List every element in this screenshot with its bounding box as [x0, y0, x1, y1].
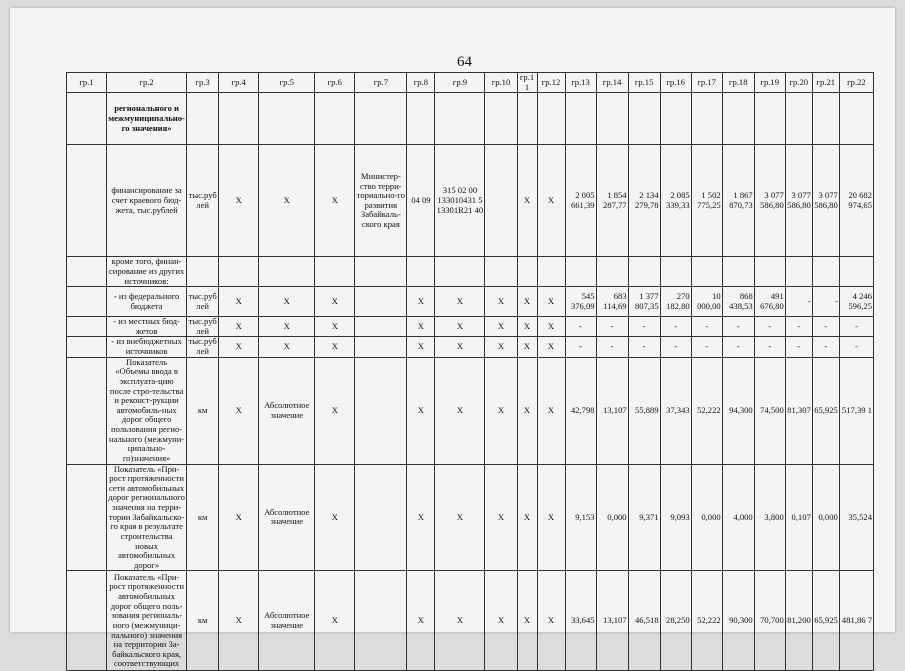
table-cell: тыс.руб лей — [187, 145, 219, 257]
table-cell: Абсолютное значение — [259, 357, 315, 464]
column-header: гр.8 — [407, 73, 435, 93]
table-cell: 55,889 — [628, 357, 660, 464]
table-cell: 1 377 807,35 — [628, 287, 660, 317]
table-cell: - — [691, 317, 722, 337]
table-row — [67, 464, 874, 571]
table-cell: 3 077 586,80 — [812, 145, 839, 257]
table-cell: - — [785, 287, 812, 317]
table-cell: X — [435, 337, 485, 357]
column-header: гр.16 — [660, 73, 691, 93]
table-cell: 9,153 — [565, 464, 596, 571]
column-header: гр.6 — [315, 73, 355, 93]
table-row — [67, 287, 874, 317]
table-cell: X — [315, 571, 355, 671]
table-cell: 70,700 — [754, 571, 785, 671]
table-row — [67, 337, 874, 357]
table-cell: - — [628, 317, 660, 337]
table-cell — [839, 257, 873, 287]
table-cell: X — [485, 317, 517, 337]
table-cell — [355, 337, 407, 357]
table-cell: 81,307 — [785, 357, 812, 464]
table-cell: 74,500 — [754, 357, 785, 464]
table-cell: 270 182,80 — [660, 287, 691, 317]
column-header: гр.1 — [67, 73, 107, 93]
table-cell: 1 867 870,73 — [722, 145, 754, 257]
table-cell: X — [435, 464, 485, 571]
table-cell: тыс.руб лей — [187, 287, 219, 317]
table-cell: X — [537, 287, 565, 317]
table-cell — [596, 93, 628, 145]
table-cell — [187, 257, 219, 287]
table-cell: 4,000 — [722, 464, 754, 571]
table-cell: X — [485, 571, 517, 671]
table-cell: 33,645 — [565, 571, 596, 671]
table-cell — [187, 93, 219, 145]
table-cell: 20 682 974,65 — [839, 145, 873, 257]
table-cell: X — [485, 337, 517, 357]
document-page — [10, 8, 895, 669]
table-cell: км — [187, 464, 219, 571]
table-cell: 9,371 — [628, 464, 660, 571]
table-cell: - — [839, 337, 873, 357]
table-cell — [754, 93, 785, 145]
table-cell: X — [219, 337, 259, 357]
table-cell: 0,000 — [812, 464, 839, 571]
table-cell: 2 085 339,33 — [660, 145, 691, 257]
table-row — [67, 257, 874, 287]
table-cell — [315, 257, 355, 287]
table-cell: 4 246 596,25 — [839, 287, 873, 317]
table-cell: - из федерального бюджета — [107, 287, 187, 317]
table-cell: 683 114,69 — [596, 287, 628, 317]
table-cell: 0,000 — [691, 464, 722, 571]
table-cell: - — [785, 337, 812, 357]
table-cell: км — [187, 357, 219, 464]
program-table — [66, 72, 874, 671]
table-cell — [485, 93, 517, 145]
table-cell: X — [315, 145, 355, 257]
table-cell — [722, 93, 754, 145]
table-cell — [219, 93, 259, 145]
table-cell: Абсолютное значение — [259, 464, 315, 571]
table-cell: км — [187, 571, 219, 671]
table-cell: X — [485, 287, 517, 317]
table-cell — [565, 257, 596, 287]
table-cell: X — [407, 287, 435, 317]
table-cell: X — [315, 357, 355, 464]
table-cell: X — [407, 464, 435, 571]
table-cell — [722, 257, 754, 287]
table-cell — [67, 317, 107, 337]
table-cell: X — [315, 337, 355, 357]
table-cell: 35,524 — [839, 464, 873, 571]
table-cell: - из внебюджетных источников — [107, 337, 187, 357]
table-cell: - — [839, 317, 873, 337]
table-cell: - — [785, 317, 812, 337]
table-cell — [355, 93, 407, 145]
table-cell: X — [435, 287, 485, 317]
table-cell: 65,925 — [812, 357, 839, 464]
table-cell: X — [259, 145, 315, 257]
column-header: гр.7 — [355, 73, 407, 93]
table-cell — [355, 571, 407, 671]
table-cell: 545 376,09 — [565, 287, 596, 317]
table-cell — [660, 257, 691, 287]
table-cell: Министер-ство терри-ториально-го развития Забайкаль-ского края — [355, 145, 407, 257]
table-cell: - — [754, 337, 785, 357]
table-cell: 491 676,80 — [754, 287, 785, 317]
table-cell — [435, 257, 485, 287]
column-header: гр.15 — [628, 73, 660, 93]
table-row — [67, 317, 874, 337]
table-cell — [67, 337, 107, 357]
table-cell: X — [407, 317, 435, 337]
table-cell: - — [596, 337, 628, 357]
table-cell: 3 077 586,80 — [754, 145, 785, 257]
table-cell: 0,107 — [785, 464, 812, 571]
table-cell: 1 502 775,25 — [691, 145, 722, 257]
table-cell: 81,200 — [785, 571, 812, 671]
header-row — [67, 73, 874, 93]
table-cell: X — [315, 317, 355, 337]
column-header: гр.1 1 — [517, 73, 537, 93]
table-cell: X — [517, 337, 537, 357]
table-row — [67, 571, 874, 671]
table-row — [67, 93, 874, 145]
table-cell — [259, 93, 315, 145]
table-cell: 3,800 — [754, 464, 785, 571]
column-header: гр.5 — [259, 73, 315, 93]
table-cell — [219, 257, 259, 287]
table-cell: X — [435, 317, 485, 337]
table-cell: X — [407, 337, 435, 357]
table-cell: 52,222 — [691, 357, 722, 464]
table-cell: X — [537, 464, 565, 571]
column-header: гр.9 — [435, 73, 485, 93]
table-cell: - — [660, 337, 691, 357]
table-cell — [355, 464, 407, 571]
table-cell: 2 134 279,78 — [628, 145, 660, 257]
table-cell: X — [485, 464, 517, 571]
column-header: гр.2 — [107, 73, 187, 93]
table-cell: тыс.руб лей — [188, 336, 217, 356]
column-header: гр.18 — [722, 73, 754, 93]
table-cell: X — [219, 357, 259, 464]
table-cell: X — [315, 464, 355, 571]
column-header: гр.22 — [839, 73, 873, 93]
table-cell — [691, 257, 722, 287]
table-cell — [485, 257, 517, 287]
table-cell: X — [517, 287, 537, 317]
table-cell: 46,518 — [628, 571, 660, 671]
table-cell: 13,107 — [596, 357, 628, 464]
table-cell — [691, 93, 722, 145]
table-cell — [754, 257, 785, 287]
table-cell: X — [517, 571, 537, 671]
table-cell: 65,925 — [812, 571, 839, 671]
table-cell: X — [219, 287, 259, 317]
table-cell: 315 02 00 133010431 5 13301R21 40 — [435, 145, 485, 257]
table-cell: X — [435, 571, 485, 671]
table-cell: X — [219, 317, 259, 337]
table-cell: X — [517, 464, 537, 571]
table-cell — [67, 571, 107, 671]
table-cell: X — [537, 145, 565, 257]
table-cell — [812, 257, 839, 287]
table-cell — [628, 93, 660, 145]
table-cell: 868 438,53 — [722, 287, 754, 317]
table-cell: кроме того, финан-сирование из других источников: — [107, 257, 187, 287]
table-row — [67, 145, 874, 257]
column-header: гр.19 — [754, 73, 785, 93]
table-cell: 42,798 — [565, 357, 596, 464]
table-cell: 9,093 — [660, 464, 691, 571]
table-cell: X — [259, 337, 315, 357]
table-cell: тыс.руб лей — [188, 316, 217, 336]
table-cell: 10 000,00 — [691, 287, 722, 317]
table-cell: - — [565, 337, 596, 357]
table-cell: Абсолютное значение — [259, 571, 315, 671]
table-cell — [565, 93, 596, 145]
column-header: гр.17 — [691, 73, 722, 93]
table-cell — [67, 257, 107, 287]
table-cell: - — [812, 287, 839, 317]
table-cell: X — [517, 357, 537, 464]
table-cell: Показатель «При-рост протяженности автомобильных дорог общего поль-зования региональ-ного (межмуници-пального) значения на территории За-байкальского края, соответствующих — [107, 571, 187, 671]
table-cell — [407, 257, 435, 287]
table-cell — [839, 93, 873, 145]
table-cell: - — [628, 337, 660, 357]
table-cell — [660, 93, 691, 145]
table-cell: 2 005 661,39 — [565, 145, 596, 257]
table-cell: 1 854 287,77 — [596, 145, 628, 257]
column-header: гр.20 — [785, 73, 812, 93]
table-cell: X — [407, 357, 435, 464]
table-cell — [812, 93, 839, 145]
table-cell: X — [315, 287, 355, 317]
table-cell: 28,250 — [660, 571, 691, 671]
table-cell — [67, 357, 107, 464]
table-cell: X — [259, 317, 315, 337]
table-cell — [355, 317, 407, 337]
table-cell — [355, 357, 407, 464]
column-header: гр.10 — [485, 73, 517, 93]
table-cell: X — [537, 571, 565, 671]
table-cell — [517, 93, 537, 145]
column-header: гр.21 — [812, 73, 839, 93]
table-cell — [67, 145, 107, 257]
table-cell — [537, 93, 565, 145]
table-cell — [67, 464, 107, 571]
table-cell — [537, 257, 565, 287]
table-cell: 52,222 — [691, 571, 722, 671]
table-cell: - — [722, 337, 754, 357]
table-row — [67, 357, 874, 464]
table-cell: - — [754, 317, 785, 337]
table-cell — [485, 145, 517, 257]
page-number: 64 — [457, 54, 472, 70]
table-cell — [435, 93, 485, 145]
table-cell: - — [722, 317, 754, 337]
table-cell: X — [219, 464, 259, 571]
table-cell: - из местных бюд-жетов — [107, 317, 187, 337]
table-cell — [355, 257, 407, 287]
table-cell: X — [485, 357, 517, 464]
table-cell: X — [407, 571, 435, 671]
table-cell: финансирование за счет краевого бюд-жета, тыс.рублей — [107, 145, 187, 257]
table-cell: - — [596, 317, 628, 337]
table-cell — [67, 287, 107, 317]
table-cell: X — [219, 145, 259, 257]
table-cell — [315, 93, 355, 145]
table-cell: 0,000 — [596, 464, 628, 571]
table-cell: 04 09 — [407, 145, 435, 257]
table-cell — [259, 257, 315, 287]
table-cell: 13,107 — [596, 571, 628, 671]
table-cell: 90,300 — [722, 571, 754, 671]
table-cell — [596, 257, 628, 287]
column-header: гр.13 — [565, 73, 596, 93]
table-cell: X — [537, 337, 565, 357]
table-cell: X — [517, 317, 537, 337]
table-cell — [628, 257, 660, 287]
table-cell: 3 077 586,80 — [785, 145, 812, 257]
table-cell: 94,300 — [722, 357, 754, 464]
table-cell: Показатель «При-рост протяженности сети автомобильных дорог регионального значения на терри-тории Забайкальско-го края в результате строительства новых автомобильных дорог» — [108, 463, 185, 570]
table-cell: - — [812, 317, 839, 337]
table-cell: X — [219, 571, 259, 671]
table-cell: X — [537, 357, 565, 464]
table-cell — [407, 93, 435, 145]
column-header: гр.12 — [537, 73, 565, 93]
table-cell: - — [660, 317, 691, 337]
table-cell — [785, 257, 812, 287]
column-header: гр.3 — [187, 73, 219, 93]
column-header: гр.14 — [596, 73, 628, 93]
table-cell: X — [435, 357, 485, 464]
table-cell — [785, 93, 812, 145]
table-cell: 517,39 1 — [839, 357, 873, 464]
table-cell: X — [537, 317, 565, 337]
table-cell — [67, 93, 107, 145]
table-cell: - — [565, 317, 596, 337]
table-cell: - — [812, 337, 839, 357]
column-header: гр.4 — [219, 73, 259, 93]
table-cell: - — [691, 337, 722, 357]
table-cell: регионального и межмуниципально-го значения» — [107, 93, 187, 145]
table-cell: X — [259, 287, 315, 317]
table-cell — [355, 287, 407, 317]
table-cell — [517, 257, 537, 287]
table-cell: X — [517, 145, 537, 257]
table-cell: Показатель «Объемы ввода в эксплуата-цию после стро-тельства и реконст-рукции автомобиль-ных дорог общего пользования регио-нального (межмуни-ципально-го)значения» — [107, 357, 187, 464]
table-cell: 481,86 7 — [839, 571, 873, 671]
table-cell: 37,343 — [660, 357, 691, 464]
